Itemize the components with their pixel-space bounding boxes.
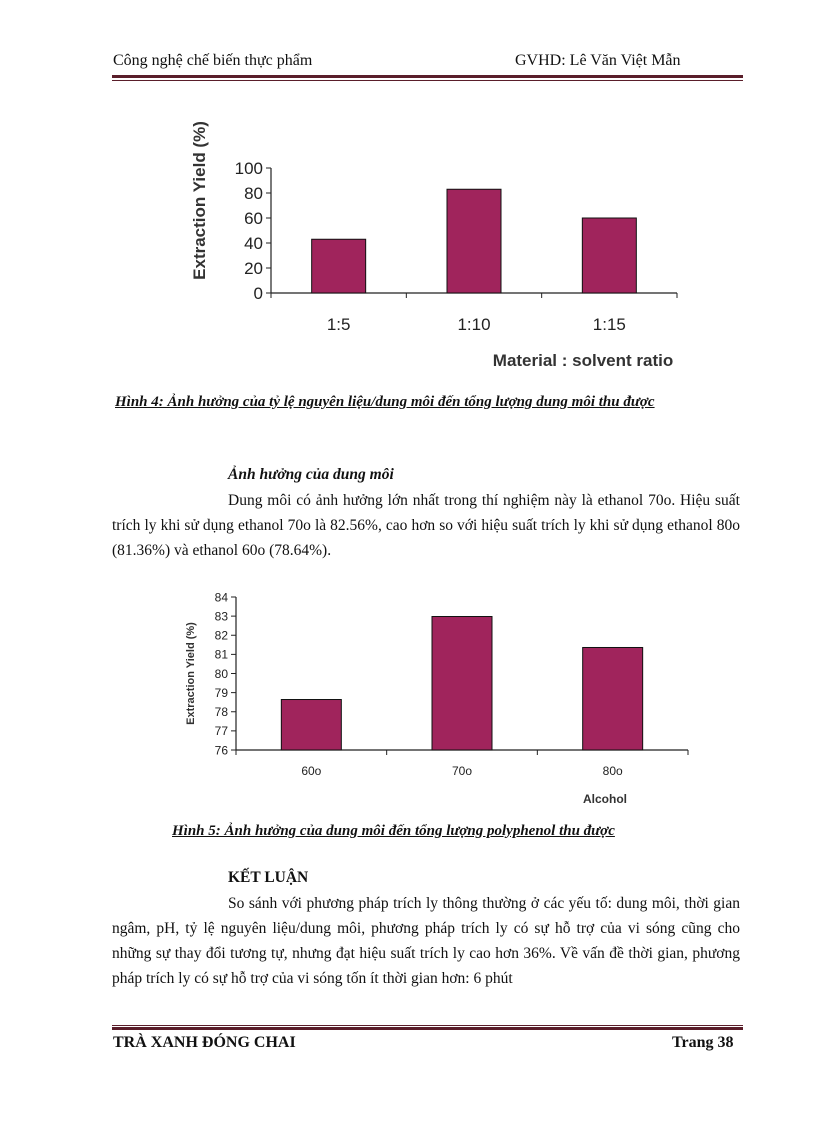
page-number: Trang 38 xyxy=(672,1034,734,1051)
y-tick-label: 82 xyxy=(214,628,228,643)
chart-alcohol xyxy=(180,582,700,812)
footer-rule-thin xyxy=(112,1025,743,1026)
y-tick-label: 76 xyxy=(214,743,228,758)
header-subject: Công nghệ chế biến thực phẩm xyxy=(113,52,313,69)
y-tick-label: 78 xyxy=(214,705,228,720)
bar-1:5 xyxy=(312,239,366,293)
bar-60o xyxy=(281,700,341,750)
section-heading: Ảnh hưởng của dung môi xyxy=(228,466,394,483)
header-rule-thin xyxy=(112,80,743,81)
header-supervisor: GVHD: Lê Văn Việt Mẫn xyxy=(515,52,681,69)
y-tick-label: 77 xyxy=(214,724,228,739)
y-tick-label: 80 xyxy=(244,184,263,204)
x-tick-label: 1:15 xyxy=(592,315,626,334)
footer-rule-thick xyxy=(112,1027,743,1030)
figure-4-caption: Hình 4: Ảnh hưởng của tỷ lệ nguyên liệu/dung môi đến tổng lượng dung môi thu được xyxy=(115,394,655,410)
y-tick-label: 0 xyxy=(253,284,263,304)
x-axis-title: Alcohol xyxy=(583,792,627,806)
y-tick-label: 83 xyxy=(214,609,228,624)
bar-1:15 xyxy=(582,218,636,293)
conclusion-heading: KẾT LUẬN xyxy=(228,869,309,886)
x-tick-label: 70o xyxy=(451,764,473,778)
y-tick-label: 60 xyxy=(244,209,263,229)
header-rule-thick xyxy=(112,75,743,78)
bar-70o xyxy=(432,617,492,750)
y-axis-title: Extraction Yield (%) xyxy=(190,121,209,280)
footer-title: TRÀ XANH ĐÓNG CHAI xyxy=(113,1034,296,1051)
y-tick-label: 20 xyxy=(244,259,263,279)
y-axis-title: Extraction Yield (%) xyxy=(185,622,197,725)
y-tick-label: 40 xyxy=(244,234,263,254)
x-tick-label: 1:10 xyxy=(457,315,491,334)
section-paragraph: Dung môi có ảnh hưởng lớn nhất trong thí nghiệm này là ethanol 70o. Hiệu suất trích ly khi sử dụng ethanol 70o là 82.56%, cao hơn so với hiệu suất trích ly khi sử dụng ethanol 80o (81.36%) và ethanol 60o (78.64%). xyxy=(112,492,740,559)
x-tick-label: 1:5 xyxy=(326,315,351,334)
x-tick-label: 60o xyxy=(301,764,322,778)
y-tick-label: 80 xyxy=(214,666,228,681)
y-tick-label: 79 xyxy=(214,685,228,700)
figure-5-caption: Hình 5: Ảnh hưởng của dung môi đến tổng lượng polyphenol thu được xyxy=(172,823,615,839)
bar-80o xyxy=(583,647,643,750)
conclusion-paragraph: So sánh với phương pháp trích ly thông thường ở các yếu tố: dung môi, thời gian ngâm, pH, tỷ lệ nguyên liệu/dung môi, phương pháp trích ly có sự hỗ trợ của vi sóng cũng cho những sự thay đổi tương tự, nhưng đạt hiệu suất trích ly cao hơn 36%. Về vấn đề thời gian, phương pháp trích ly có sự hỗ trợ của vi sóng tốn ít thời gian hơn: 6 phút xyxy=(112,895,740,987)
y-tick-label: 81 xyxy=(214,647,228,662)
y-tick-label: 100 xyxy=(234,159,263,179)
bar-1:10 xyxy=(447,189,501,293)
x-axis-title: Material : solvent ratio xyxy=(492,351,674,370)
chart-material-solvent-ratio xyxy=(180,110,700,380)
x-tick-label: 80o xyxy=(602,764,623,778)
y-tick-label: 84 xyxy=(214,590,228,605)
